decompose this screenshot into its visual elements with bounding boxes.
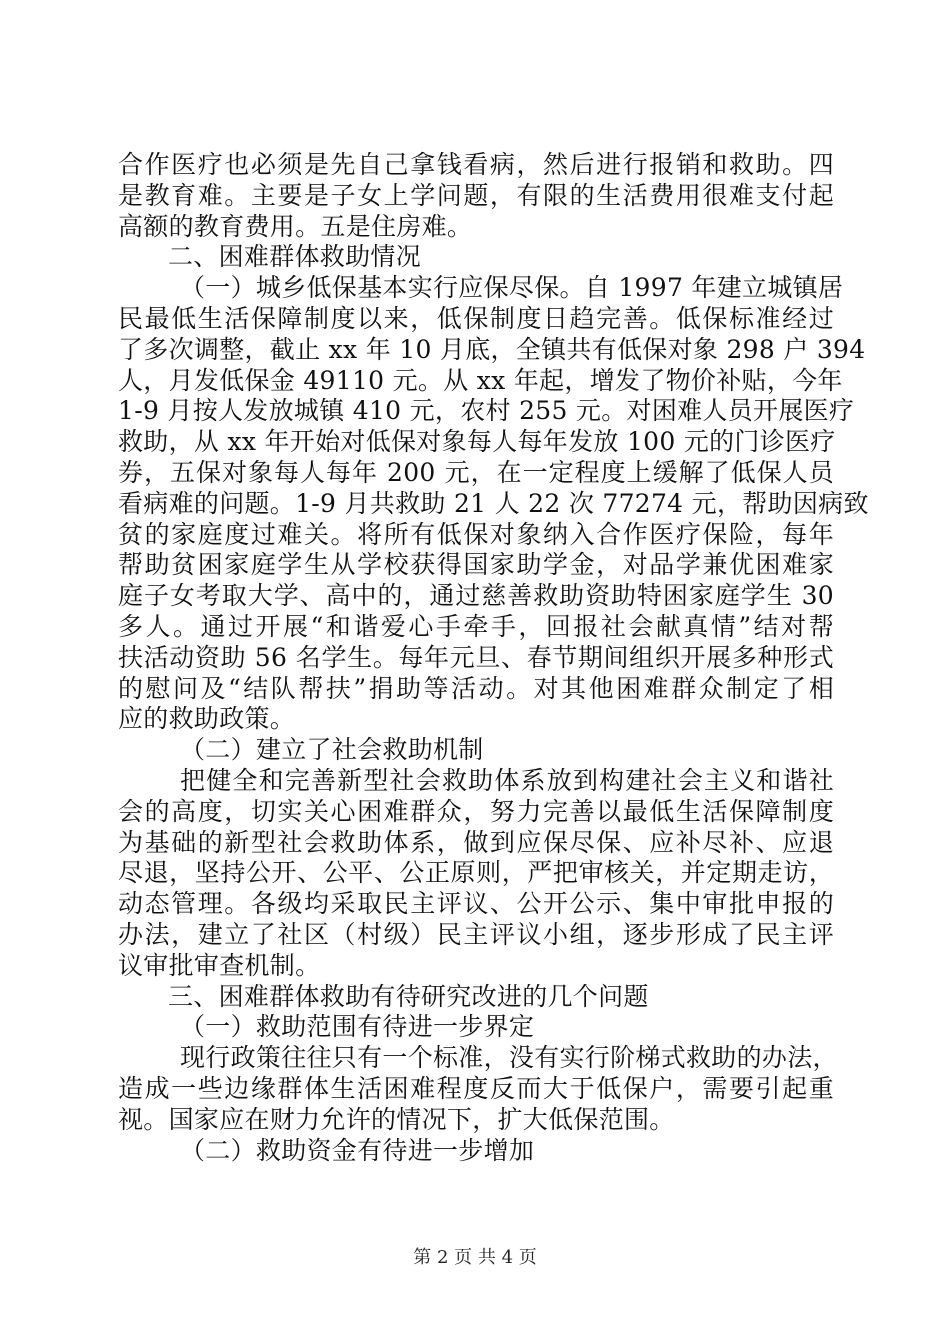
text-line: （一）救助范围有待进一步界定 [180, 1012, 535, 1042]
text-line: 人，月发低保金 49110 元。从 xx 年起，增发了物价补贴，今年 [118, 365, 843, 395]
text-line: 多人。通过开展“和谐爱心手牵手，回报社会献真情”结对帮 [118, 611, 834, 641]
text-line: 的慰问及“结队帮扶”捐助等活动。对其他困难群众制定了相 [118, 673, 834, 703]
text-line: 尽退，坚持公开、公平、公正原则，严把审核关，并定期走访， [118, 858, 834, 888]
text-line: 视。国家应在财力允许的情况下，扩大低保范围。 [118, 1104, 675, 1134]
text-line: 庭子女考取大学、高中的，通过慈善救助资助特困家庭学生 30 [118, 581, 834, 611]
text-line: 为基础的新型社会救助体系，做到应保尽保、应补尽补、应退 [118, 827, 834, 857]
text-line: 三、困难群体救助有待研究改进的几个问题 [168, 981, 649, 1011]
text-line: 是教育难。主要是子女上学问题，有限的生活费用很难支付起 [118, 180, 834, 210]
text-line: 救助，从 xx 年开始对低保对象每人每年发放 100 元的门诊医疗 [118, 427, 836, 457]
text-line: 券，五保对象每人每年 200 元，在一定程度上缓解了低保人员 [118, 457, 834, 487]
text-line: （一）城乡低保基本实行应保尽保。自 1997 年建立城镇居 [180, 273, 844, 303]
text-line: 议审批审查机制。 [118, 950, 321, 980]
text-line: 扶活动资助 56 名学生。每年元旦、春节期间组织开展多种形式 [118, 642, 834, 672]
text-line: 现行政策往往只有一个标准，没有实行阶梯式救助的办法， [180, 1043, 838, 1073]
text-line: 帮助贫困家庭学生从学校获得国家助学金，对品学兼优困难家 [118, 550, 834, 580]
text-line: 高额的教育费用。五是住房难。 [118, 211, 473, 241]
page-footer: 第 2 页 共 4 页 [413, 1247, 537, 1268]
text-line: 合作医疗也必须是先自己拿钱看病，然后进行报销和救助。四 [118, 150, 834, 179]
text-line: 1-9 月按人发放城镇 410 元，农村 255 元。对困难人员开展医疗 [118, 396, 855, 426]
text-line: 民最低生活保障制度以来，低保制度日趋完善。低保标准经过 [118, 303, 834, 333]
text-line: 造成一些边缘群体生活困难程度反而大于低保户，需要引起重 [118, 1073, 834, 1103]
document-body [118, 150, 869, 1166]
text-line: 把健全和完善新型社会救助体系放到构建社会主义和谐社 [180, 765, 834, 795]
text-line: 应的救助政策。 [118, 704, 296, 734]
text-line: （二）救助资金有待进一步增加 [180, 1135, 535, 1165]
text-line: 动态管理。各级均采取民主评议、公开公示、集中审批申报的 [118, 889, 834, 919]
text-line: 了多次调整，截止 xx 年 10 月底，全镇共有低保对象 298 户 394 [118, 334, 866, 364]
text-line: 贫的家庭度过难关。将所有低保对象纳入合作医疗保险，每年 [118, 519, 834, 549]
text-line: 会的高度，切实关心困难群众，努力完善以最低生活保障制度 [118, 796, 834, 826]
text-line: 办法，建立了社区（村级）民主评议小组，逐步形成了民主评 [118, 919, 834, 949]
text-line: （二）建立了社会救助机制 [180, 735, 484, 765]
text-line: 看病难的问题。1-9 月共救助 21 人 22 次 77274 元，帮助因病致 [118, 488, 869, 518]
text-line: 二、困难群体救助情况 [168, 242, 422, 272]
